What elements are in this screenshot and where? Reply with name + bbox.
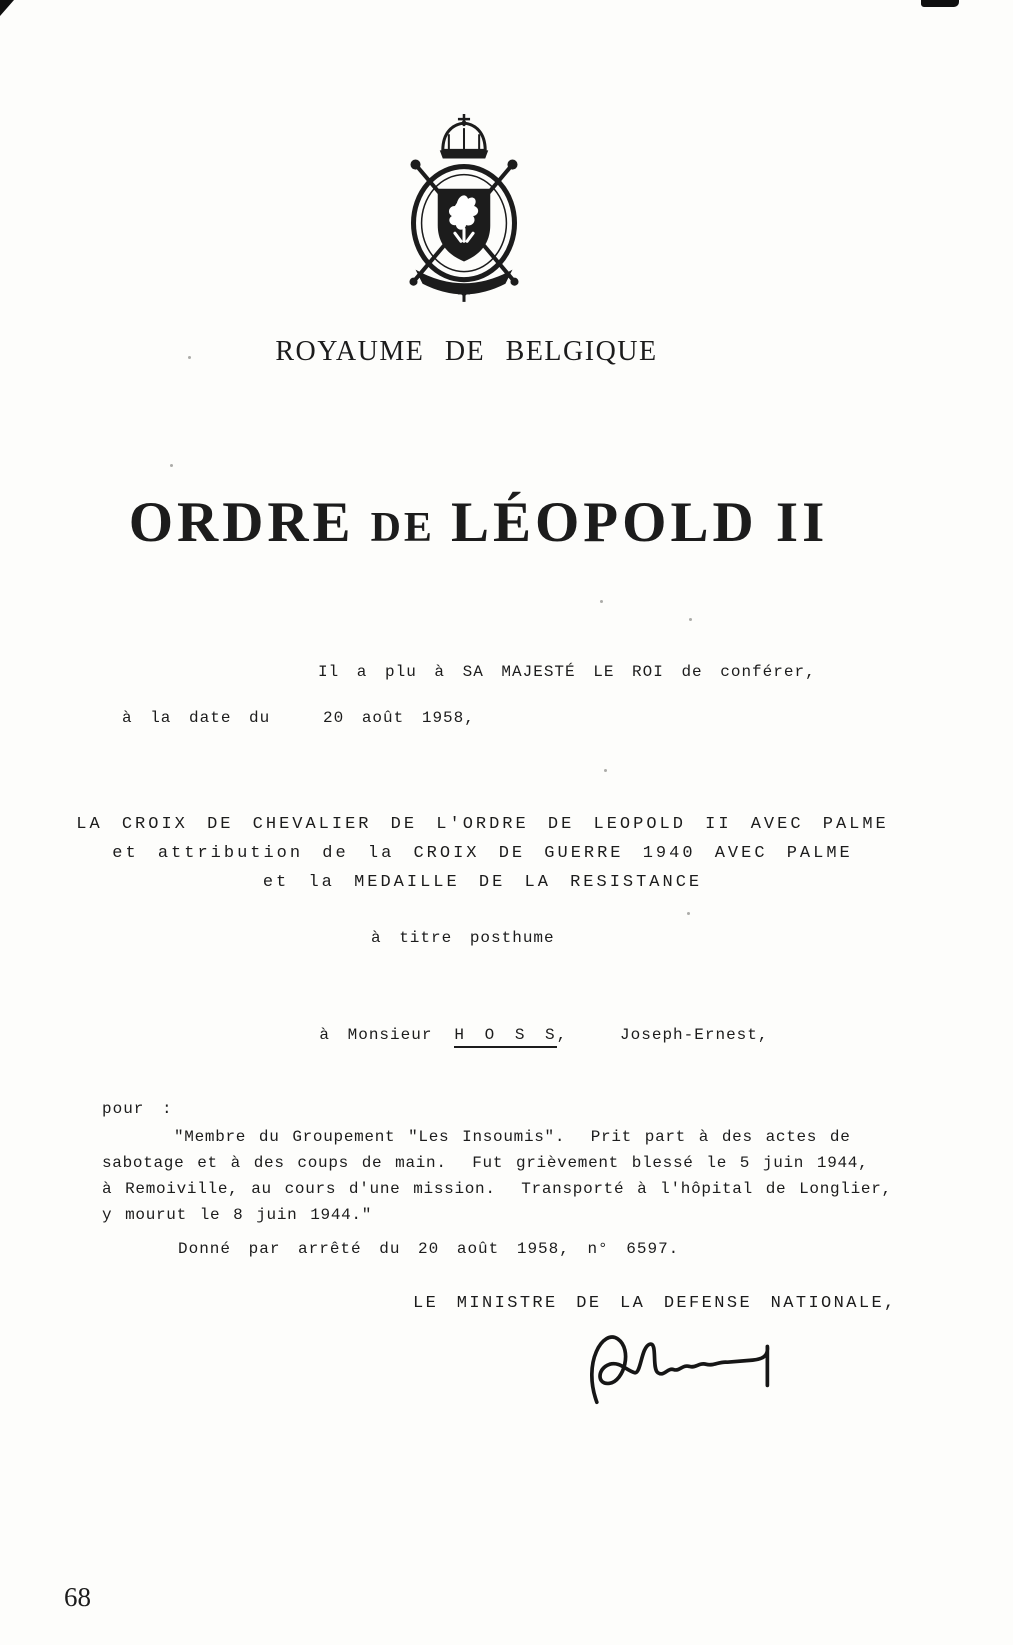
pour-label: pour : (102, 1100, 173, 1118)
scan-speck (687, 912, 690, 915)
award-line: et la MEDAILLE DE LA RESISTANCE (262, 873, 703, 892)
scan-artifact-top-left (0, 0, 14, 16)
recipient-line (249, 1008, 768, 1062)
citation-line: à Remoiville, au cours d'une mission. Transporté à l'hôpital de Longlier, (102, 1180, 892, 1198)
posthumous-line: à titre posthume (371, 929, 555, 947)
recipient-name: H O S S (454, 1026, 556, 1048)
document-title (0, 472, 977, 573)
decree-line: Donné par arrêté du 20 août 1958, n° 6597. (178, 1240, 680, 1258)
grant-line: Il a plu à SA MAJESTÉ LE ROI de conférer, (318, 663, 816, 681)
recipient-prefix: à Monsieur (319, 1026, 433, 1044)
minister-title-line: LE MINISTRE DE LA DEFENSE NATIONALE, (413, 1294, 897, 1313)
awards-block (0, 810, 989, 897)
scan-artifact-top-right (921, 0, 959, 7)
belgian-coat-of-arms-icon (388, 110, 540, 317)
country-header: ROYAUME DE BELGIQUE (275, 336, 658, 367)
date-line: à la date du 20 août 1958, (122, 709, 475, 727)
scan-speck (170, 464, 173, 467)
scan-speck (604, 769, 607, 772)
award-line: LA CROIX DE CHEVALIER DE L'ORDRE DE LEOPOLD II AVEC PALME (76, 815, 889, 834)
document-title-part2: DE (370, 505, 435, 551)
page-number: 68 (64, 1582, 91, 1612)
minister-signature (575, 1318, 785, 1418)
document-title-part3: LÉOPOLD II (450, 491, 829, 554)
award-line: et attribution de la CROIX DE GUERRE 1940 AVEC PALME (112, 844, 853, 863)
recipient-suffix: , Joseph-Ernest, (556, 1026, 769, 1044)
document-title-part1: ORDRE (128, 491, 355, 554)
citation-line: sabotage et à des coups de main. Fut grièvement blessé le 5 juin 1944, (102, 1154, 869, 1172)
citation-line: y mourut le 8 juin 1944." (102, 1206, 373, 1224)
scan-speck (600, 600, 603, 603)
citation-line: "Membre du Groupement "Les Insoumis". Prit part à des actes de (174, 1128, 851, 1146)
citation-paragraph (102, 1124, 892, 1228)
scan-speck (689, 618, 692, 621)
